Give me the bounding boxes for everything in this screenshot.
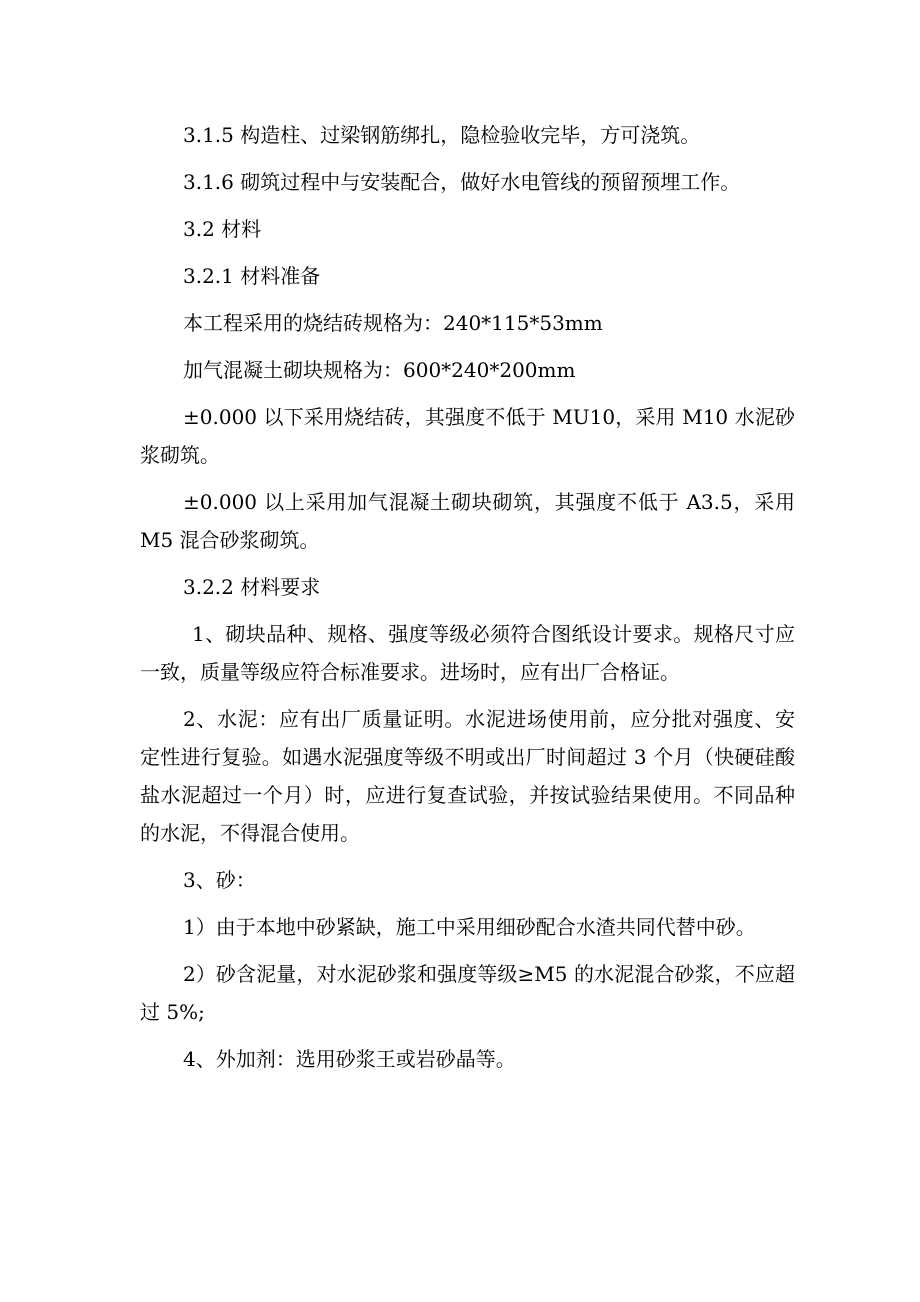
paragraph-block-spec: 加气混凝土砌块规格为：600*240*200mm [183,358,576,382]
paragraph-item-3-sand: 3、砂： [183,868,256,892]
paragraph-3-1-5: 3.1.5 构造柱、过梁钢筋绑扎，隐检验收完毕，方可浇筑。 [183,123,701,147]
heading-3-2-2: 3.2.2 材料要求 [183,575,321,599]
paragraph-below-zero: ±0.000 以下采用烧结砖，其强度不低于 MU10，采用 M10 水泥砂浆砌筑。 [140,405,795,467]
paragraph-sand-1: 1）由于本地中砂紧缺，施工中采用细砂配合水渣共同代替中砂。 [183,915,756,939]
paragraph-brick-spec: 本工程采用的烧结砖规格为：240*115*53mm [183,311,603,335]
paragraph-item-1-blocks: 1、砌块品种、规格、强度等级必须符合图纸设计要求。规格尺寸应一致，质量等级应符合标准要求。进场时，应有出厂合格证。 [140,622,795,684]
heading-3-2-1: 3.2.1 材料准备 [183,264,321,288]
paragraph-item-4-admixture: 4、外加剂：选用砂浆王或岩砂晶等。 [183,1047,516,1071]
paragraph-3-1-6: 3.1.6 砌筑过程中与安装配合，做好水电管线的预留预埋工作。 [183,170,741,194]
paragraph-above-zero: ±0.000 以上采用加气混凝土砌块砌筑，其强度不低于 A3.5，采用 M5 混合砂浆砌筑。 [140,490,795,552]
heading-3-2: 3.2 材料 [183,217,262,241]
paragraph-sand-2: 2）砂含泥量，对水泥砂浆和强度等级≥M5 的水泥混合砂浆，不应超过 5%; [140,962,795,1024]
paragraph-item-2-cement: 2、水泥：应有出厂质量证明。水泥进场使用前，应分批对强度、安定性进行复验。如遇水泥强度等级不明或出厂时间超过 3 个月（快硬硅酸盐水泥超过一个月）时，应进行复查试验，并按试验结果使用。不同品种的水泥，不得混合使用。 [140,707,795,845]
document-body [140,116,795,1087]
